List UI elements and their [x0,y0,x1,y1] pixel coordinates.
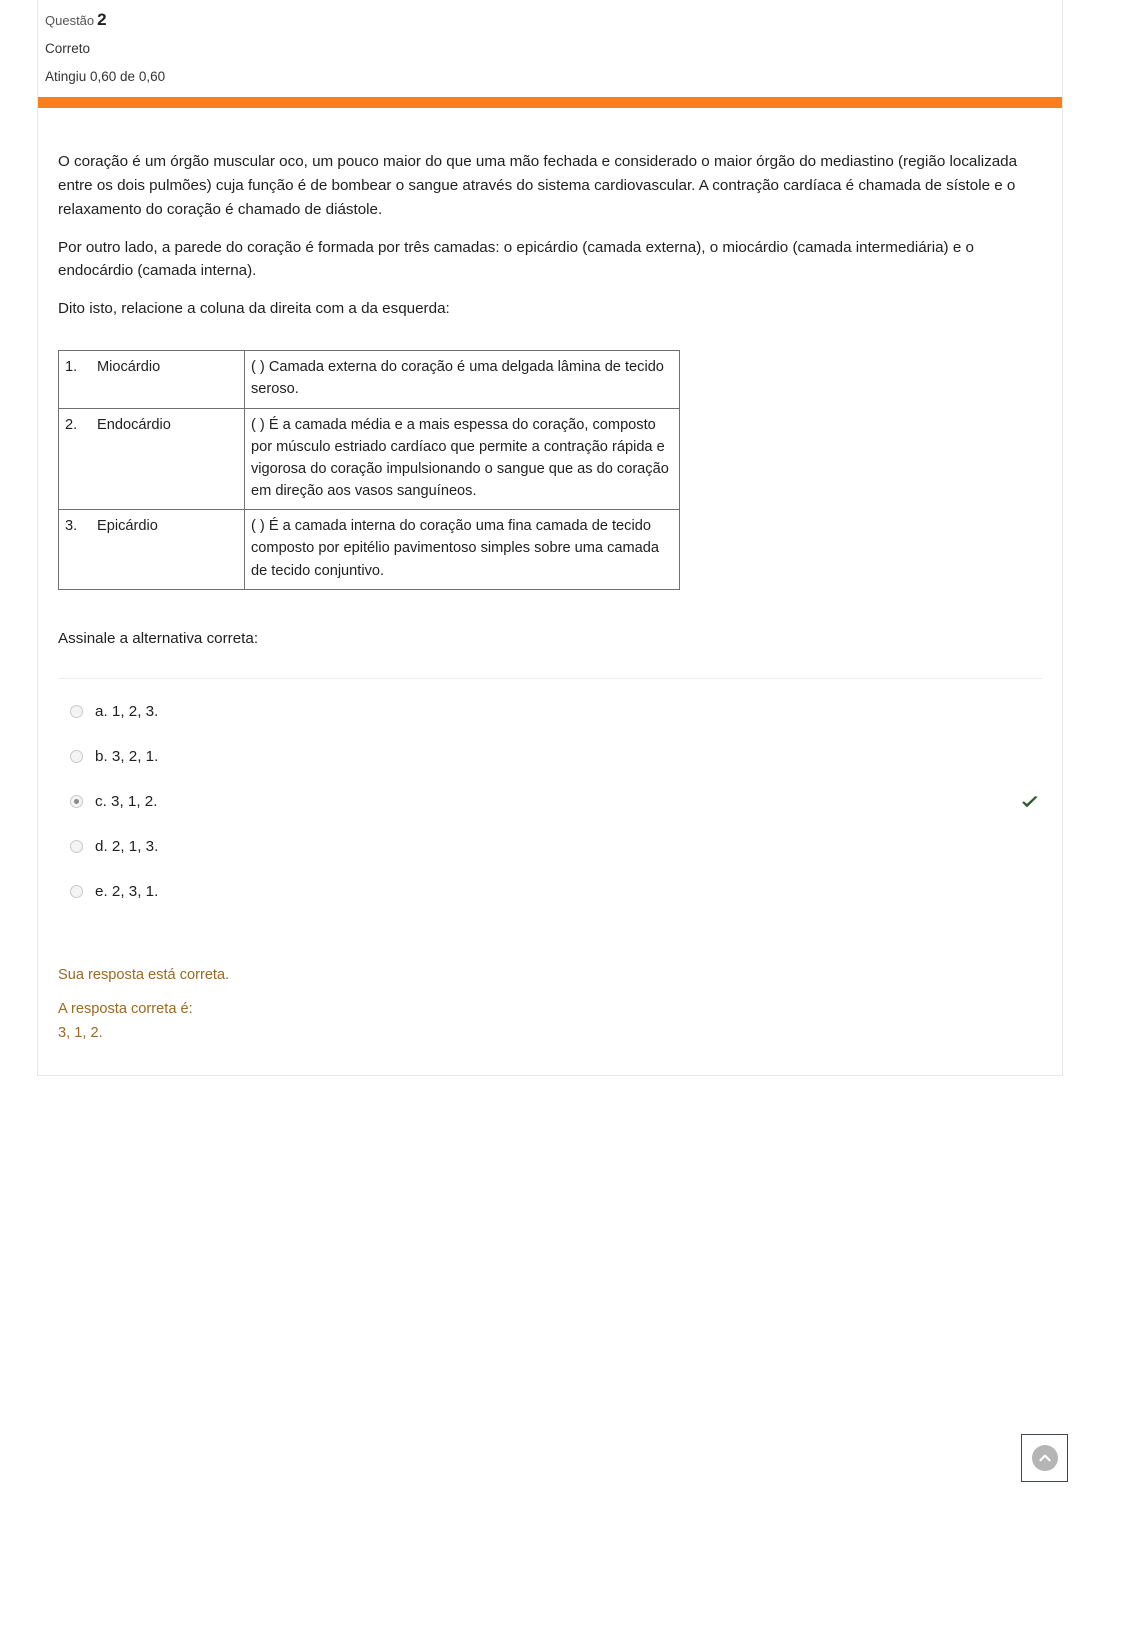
relation-definition: ( ) É a camada interna do coração uma fina camada de tecido composto por epitélio pavimentoso simples sobre uma camada de tecido conjuntivo. [245,510,680,590]
relation-number: 3. [65,518,78,535]
question-state-bar [38,97,1062,108]
relation-number: 2. [65,416,78,433]
feedback-answer-intro: A resposta correta é: [58,1001,193,1018]
answer-label-b: b. 3, 2, 1. [95,747,159,765]
question-number-label: Questão [45,13,95,28]
relation-term: Endocárdio [97,416,171,433]
question-stem [58,150,1042,321]
question-state: Correto [45,41,91,56]
relation-term-cell [59,351,245,408]
relation-number: 1. [65,359,78,376]
stem-paragraph: O coração é um órgão muscular oco, um pouco maior do que uma mão fechada e considerado o maior órgão do mediastino (região localizada entre os dois pulmões) cuja função é de bombear o sangue através do sistema cardiovascular. A contração cardíaca é chamada de sístole e o relaxamento do coração é chamado de diástole. [58,153,1018,218]
feedback-answer-value: 3, 1, 2. [58,1025,103,1042]
answer-label-c: c. 3, 1, 2. [95,792,158,810]
feedback-result: Sua resposta está correta. [58,966,230,983]
answer-option-b[interactable] [58,746,1042,768]
question-card [37,0,1063,1076]
answer-label-d: d. 2, 1, 3. [95,837,159,855]
answer-option-c[interactable] [58,791,1042,813]
radio-c[interactable] [70,795,83,808]
stem-paragraph: Dito isto, relacione a coluna da direita com a da esquerda: [58,300,450,318]
question-score: Atingiu 0,60 de 0,60 [45,68,166,84]
relation-term: Epicárdio [97,518,158,535]
table-row [59,408,680,510]
radio-d[interactable] [70,840,83,853]
answer-option-d[interactable] [58,836,1042,858]
radio-b[interactable] [70,750,83,763]
radio-a[interactable] [70,705,83,718]
chevron-up-icon [1032,1445,1058,1471]
relation-term-cell [59,408,245,510]
relation-term: Miocárdio [97,359,161,376]
answer-option-e[interactable] [58,881,1042,903]
question-info-header [38,0,1062,97]
relation-definition: ( ) Camada externa do coração é uma delgada lâmina de tecido seroso. [245,351,680,408]
scroll-to-top-button[interactable] [1021,1434,1068,1482]
question-number-value: 2 [97,10,107,29]
correct-check-icon [1019,791,1041,813]
question-number-line [45,11,1062,28]
answer-option-a[interactable] [58,701,1042,723]
feedback-block [58,965,1042,1046]
relation-table [58,350,680,590]
answer-label-e: e. 2, 3, 1. [95,882,159,900]
answer-label-a: a. 1, 2, 3. [95,702,159,720]
stem-paragraph: Por outro lado, a parede do coração é formada por três camadas: o epicárdio (camada externa), o miocárdio (camada intermediária) e o endocárdio (camada interna). [58,238,974,280]
radio-e[interactable] [70,885,83,898]
relation-definition: ( ) É a camada média e a mais espessa do coração, composto por músculo estriado cardíaco que permite a contração rápida e vigorosa do coração impulsionando o sangue que as do coração em direção aos vasos sanguíneos. [245,408,680,510]
answer-options-list [58,678,1042,903]
table-row [59,510,680,590]
answer-prompt: Assinale a alternativa correta: [58,629,259,647]
question-body [38,108,1062,1075]
table-row [59,351,680,408]
relation-term-cell [59,510,245,590]
